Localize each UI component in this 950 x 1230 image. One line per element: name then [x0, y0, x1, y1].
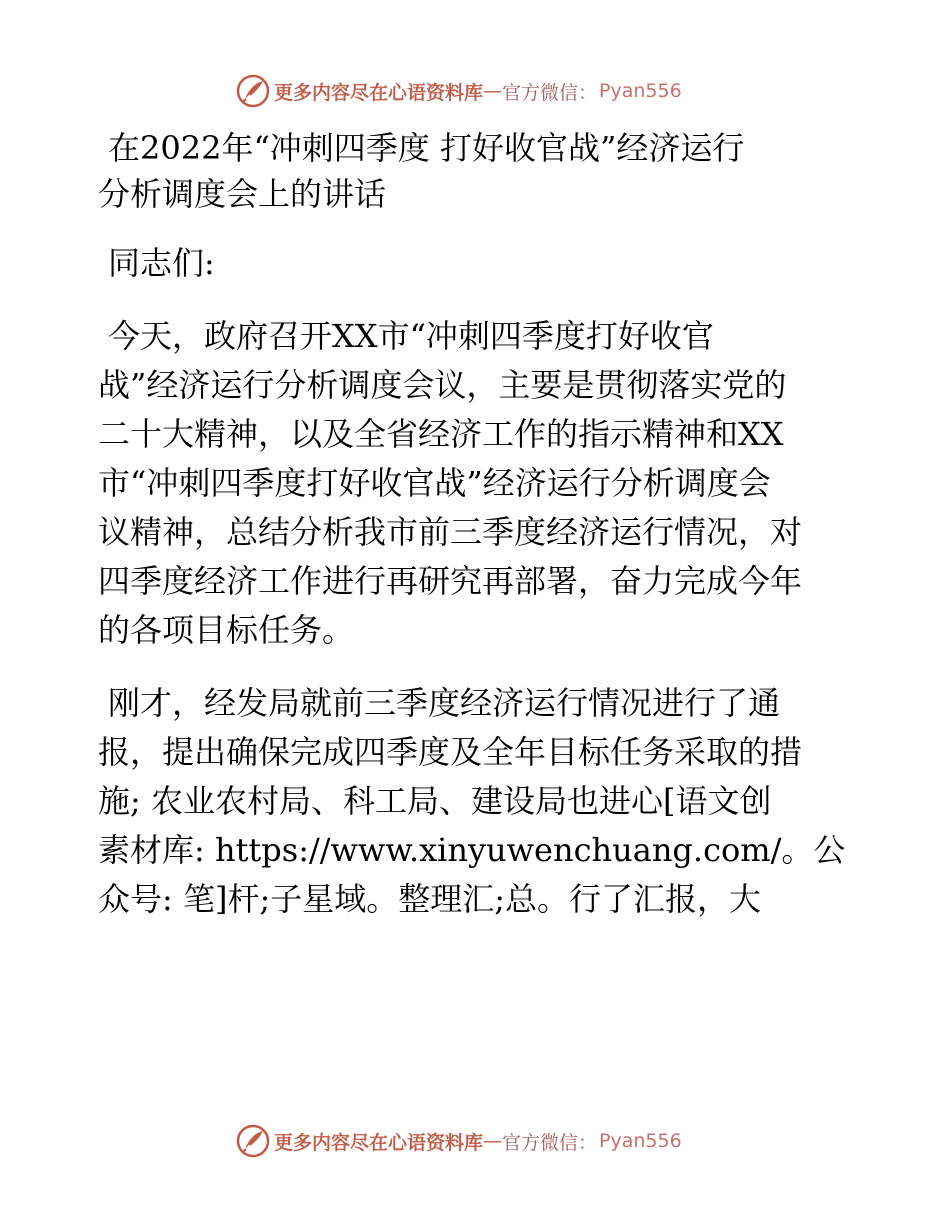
paragraph-line: 二十大精神，以及全省经济工作的指示精神和XX — [98, 415, 784, 453]
header-watermark — [236, 74, 682, 108]
paragraph-line: 素材库: https://www.xinyuwenchuang.com/。公 — [98, 831, 846, 869]
footer-watermark — [236, 1124, 682, 1158]
watermark-wechat-id: Pyan556 — [599, 1130, 682, 1152]
document-title — [98, 125, 858, 217]
title-line: 在2022年“冲刺四季度 打好收官战”经济运行 — [108, 129, 745, 167]
paragraph-line: 报，提出确保完成四季度及全年目标任务采取的措 — [98, 733, 803, 771]
document-body — [98, 125, 858, 948]
watermark-wechat-id: Pyan556 — [599, 80, 682, 102]
feather-pen-logo-icon — [236, 1124, 270, 1158]
title-line: 分析调度会上的讲话 — [98, 175, 387, 213]
paragraph-line: 今天，政府召开XX市“冲刺四季度打好收官 — [108, 317, 714, 355]
paragraph-line: 议精神，总结分析我市前三季度经济运行情况，对 — [98, 513, 803, 551]
watermark-dash: — — [483, 80, 503, 102]
feather-pen-logo-icon — [236, 74, 270, 108]
paragraph-line: 四季度经济工作进行再研究再部署，奋力完成今年 — [98, 562, 803, 600]
paragraph-line: 施; 农业农村局、科工局、建设局也进心[语文创 — [98, 782, 772, 820]
watermark-label: 官方微信： — [502, 81, 598, 104]
paragraph-line: 众号: 笔]杆;子星域。整理汇;总。行了汇报，大 — [98, 880, 762, 918]
paragraph-line: 战”经济运行分析调度会议，主要是贯彻落实党的 — [98, 366, 787, 404]
paragraph — [98, 679, 858, 924]
paragraph-line: 刚才，经发局就前三季度经济运行情况进行了通 — [108, 684, 781, 722]
paragraph-line: 市“冲刺四季度打好收官战”经济运行分析调度会 — [98, 464, 771, 502]
paragraph-line: 的各项目标任务。 — [98, 611, 355, 649]
paragraph — [98, 312, 858, 655]
watermark-brand: 更多内容尽在心语资料库 — [274, 81, 484, 104]
watermark-brand: 更多内容尽在心语资料库 — [274, 1131, 484, 1154]
watermark-label: 官方微信： — [502, 1131, 598, 1154]
salutation: 同志们: — [108, 244, 215, 282]
watermark-dash: — — [483, 1130, 503, 1152]
